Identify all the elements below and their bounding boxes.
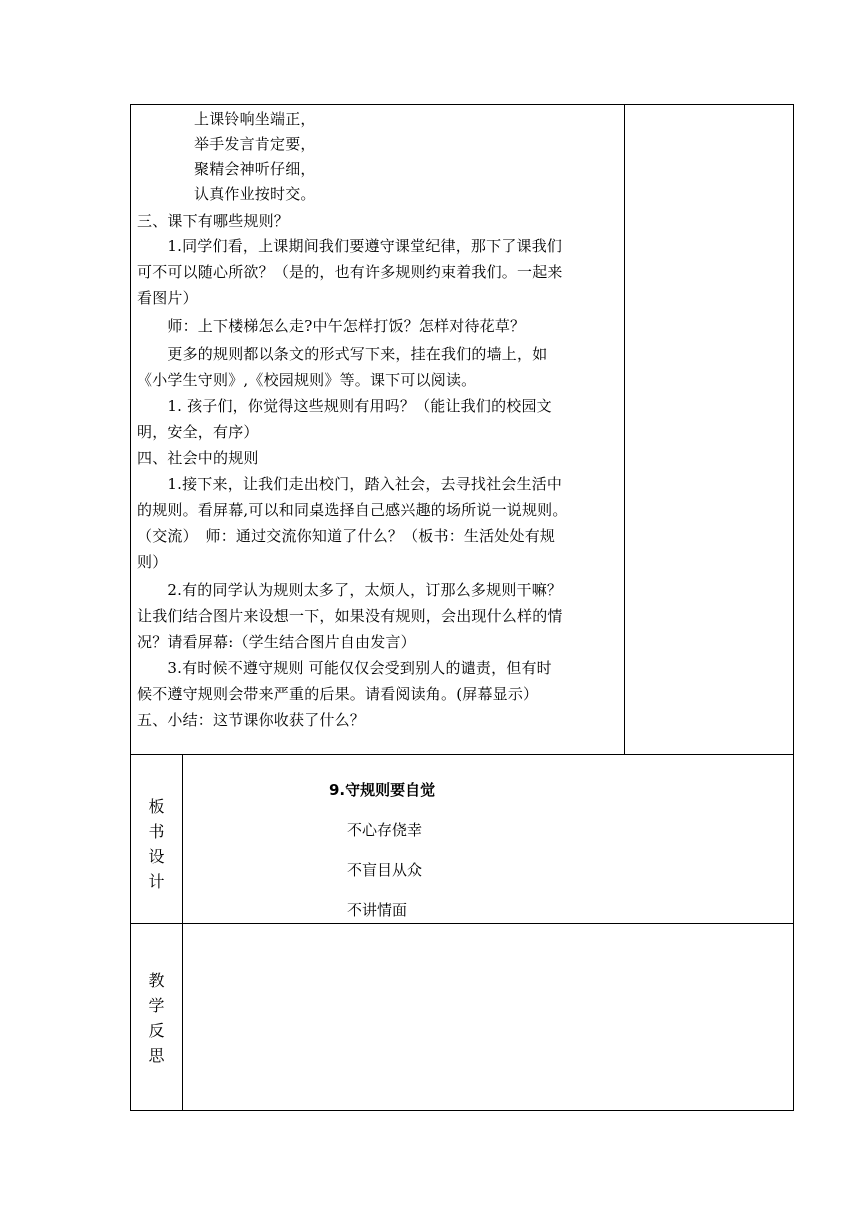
section-heading: 五、小结：这节课你收获了什么？ [137,711,366,729]
text-line: 1.接下来，让我们走出校门，踏入社会，去寻找社会生活中 [137,475,563,493]
board-design-label: 板 书 设 计 [148,797,165,891]
poem-line: 认真作业按时交。 [194,185,316,203]
text-line: 1. 孩子们，你觉得这些规则有用吗？（能让我们的校园文 [137,397,552,415]
board-item: 不讲情面 [347,901,408,919]
text-line: 3.有时候不遵守规则 可能仅仅会受到别人的谴责，但有时 [137,659,552,677]
section-heading: 三、课下有哪些规则？ [137,212,290,230]
text-line: 则） [137,553,168,571]
row-divider-1 [130,754,794,755]
text-line: 《小学生守则》,《校园规则》等。课下可以阅读。 [137,371,477,389]
text-line: 1.同学们看，上课期间我们要遵守课堂纪律，那下了课我们 [137,237,563,255]
text-line: 明，安全，有序） [137,423,259,441]
board-item: 不心存侥幸 [347,821,423,839]
poem-line: 上课铃响坐端正， [194,110,316,128]
text-line: 的规则。看屏幕,可以和同桌选择自己感兴趣的场所说一说规则。 [137,501,568,519]
table-border-top [130,104,794,105]
section-heading: 四、社会中的规则 [137,449,259,467]
reflection-content [183,924,793,1110]
table-border-left [130,104,131,1111]
board-item: 不盲目从众 [347,861,423,879]
board-title: 9.守规则要自觉 [329,781,436,799]
text-line: 看图片） [137,289,198,307]
text-line: 候不遵守规则会带来严重的后果。请看阅读角。(屏幕显示） [137,685,539,703]
text-line: 师：上下楼梯怎么走?中午怎样打饭？怎样对待花草？ [137,317,526,335]
text-line: 2.有的同学认为规则太多了，太烦人，订那么多规则干嘛？ [137,581,563,599]
text-line: 况？请看屏幕:（学生结合图片自由发言） [137,633,416,651]
text-line: （交流） 师：通过交流你知道了什么？（板书：生活处处有规 [137,527,556,545]
first-row-divider [624,104,625,754]
text-line: 可不可以随心所欲？（是的，也有许多规则约束着我们。一起来 [137,263,563,281]
poem-line: 聚精会神听仔细， [194,160,316,178]
reflection-label: 教 学 反 思 [148,971,165,1065]
poem-line: 举手发言肯定要， [194,135,316,153]
text-line: 更多的规则都以条文的形式写下来，挂在我们的墙上，如 [137,345,548,363]
text-line: 让我们结合图片来设想一下，如果没有规则，会出现什么样的情 [137,607,563,625]
table-border-bottom [130,1110,794,1111]
table-border-right [793,104,794,1111]
